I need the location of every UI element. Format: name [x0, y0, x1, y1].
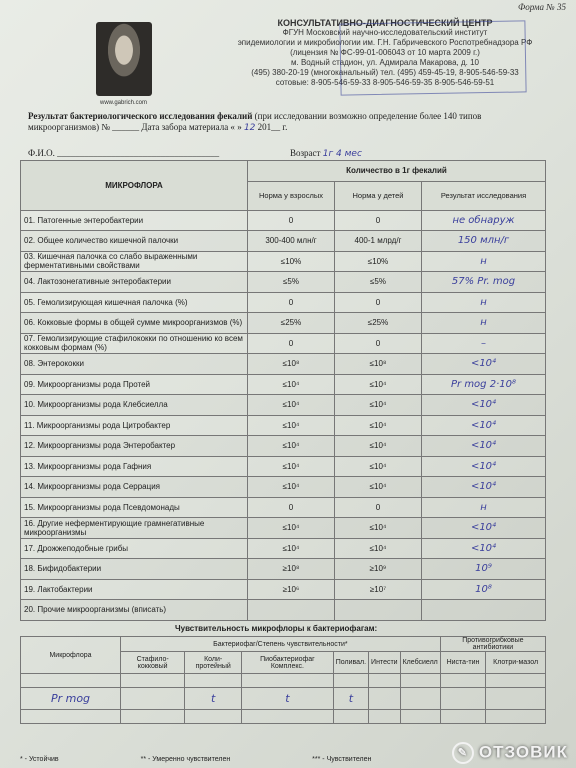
sens-row-v7 [440, 688, 485, 710]
row-result: н [422, 292, 546, 313]
header-line-2: ФГУН Московский научно-исследовательский институт [282, 28, 488, 37]
row-norm-adult: ≤10⁴ [248, 415, 335, 436]
row-norm-adult: ≤10⁴ [248, 456, 335, 477]
row-norm-adult: ≤10⁴ [248, 538, 335, 559]
row-norm-child: ≤10% [335, 251, 422, 272]
col-header-adult: Норма у взрослых [248, 181, 335, 210]
row-organism: 15. Микроорганизмы рода Псевдомонады [21, 497, 248, 518]
table-row [21, 579, 546, 600]
row-norm-child: ≤10⁴ [335, 436, 422, 457]
table-row [21, 231, 546, 252]
table-row [21, 538, 546, 559]
sens-row-v2: t [185, 688, 242, 710]
legend-moderate: ** - Умеренно чувствителен [140, 756, 231, 763]
sens-sub-3: Пиобактериофаг Комплекс. [242, 652, 334, 674]
clinic-stamp [339, 20, 526, 95]
row-norm-adult: ≤10⁴ [248, 518, 335, 539]
row-norm-child [335, 600, 422, 621]
row-norm-adult: ≤10⁴ [248, 395, 335, 416]
row-norm-adult [248, 600, 335, 621]
row-norm-child: 0 [335, 333, 422, 354]
sample-year-suffix: г. [282, 122, 288, 132]
row-norm-adult: ≤5% [248, 272, 335, 293]
row-norm-adult: ≤10⁴ [248, 436, 335, 457]
row-organism: 01. Патогенные энтеробактерии [21, 210, 248, 231]
sens-row [21, 688, 546, 710]
table-row [21, 292, 546, 313]
col-header-result: Результат исследования [422, 181, 546, 210]
header-line-5: м. Водный стадион, ул. Адмирала Макарова, д. 10 [291, 58, 479, 67]
row-organism: 10. Микроорганизмы рода Клебсиелла [21, 395, 248, 416]
microflora-table [20, 160, 546, 621]
patient-age-field [290, 148, 362, 159]
row-norm-child: ≥10⁷ [335, 579, 422, 600]
row-norm-adult: ≤10% [248, 251, 335, 272]
row-norm-child: 0 [335, 210, 422, 231]
patient-name-field: Ф.И.О. ____________________________________ [28, 148, 220, 158]
table-row [21, 415, 546, 436]
col-header-microflora: МИКРОФЛОРА [21, 161, 248, 211]
table-row [21, 272, 546, 293]
table-row [21, 600, 546, 621]
row-norm-child: ≤10⁴ [335, 374, 422, 395]
sens-sub-4: Поливал. [333, 652, 368, 674]
row-organism: 02. Общее количество кишечной палочки [21, 231, 248, 252]
sens-row-v3: t [242, 688, 334, 710]
sample-date-label: Дата забора материала « [141, 122, 235, 132]
row-result: <10⁴ [422, 395, 546, 416]
row-organism: 08. Энтерококки [21, 354, 248, 375]
row-organism: 07. Гемолизирующие стафилококки по отношению ко всем кокковым формам (%) [21, 333, 248, 354]
col-header-quantity: Количество в 1г фекалий [248, 161, 546, 182]
row-result: <10⁴ [422, 354, 546, 375]
table-row [21, 518, 546, 539]
header-line-1: КОНСУЛЬТАТИВНО-ДИАГНОСТИЧЕСКИЙ ЦЕНТР [277, 18, 493, 28]
row-norm-adult: ≤10⁸ [248, 354, 335, 375]
row-result: <10⁴ [422, 436, 546, 457]
header-line-4: (лицензия № ФС-99-01-006043 от 10 марта 2009 г.) [290, 48, 480, 57]
sens-row-v8 [486, 688, 546, 710]
row-organism: 14. Микроорганизмы рода Серрация [21, 477, 248, 498]
row-result: <10⁴ [422, 456, 546, 477]
watermark [452, 742, 568, 764]
row-norm-child: ≤10⁴ [335, 456, 422, 477]
row-result: н [422, 497, 546, 518]
row-organism: 19. Лактобактерии [21, 579, 248, 600]
table-row [21, 477, 546, 498]
sens-sub-6: Клебсиелл [400, 652, 440, 674]
sensitivity-title: Чувствительность микрофлоры к бактериофагам: [175, 624, 378, 633]
row-organism: 09. Микроорганизмы рода Протей [21, 374, 248, 395]
row-result: <10⁴ [422, 518, 546, 539]
row-result: <10⁴ [422, 415, 546, 436]
row-norm-child: ≤5% [335, 272, 422, 293]
header-line-3: эпидемиологии и микробиологии им. Г.Н. Габричевского Роспотребнадзора РФ [237, 38, 533, 47]
sens-row-v6 [400, 688, 440, 710]
row-norm-adult: ≤10⁴ [248, 477, 335, 498]
table-row [21, 210, 546, 231]
table-row [21, 313, 546, 334]
row-organism: 18. Бифидобактерии [21, 559, 248, 580]
table-row [21, 374, 546, 395]
sens-sub-8: Клотри-мазол [486, 652, 546, 674]
patient-name-label: Ф.И.О. [28, 148, 55, 158]
row-organism: 04. Лактозонегативные энтеробактерии [21, 272, 248, 293]
legend-resistant: * - Устойчив [20, 756, 59, 763]
row-organism: 11. Микроорганизмы рода Цитробактер [21, 415, 248, 436]
row-norm-child: ≤10⁸ [335, 354, 422, 375]
row-norm-child: ≤10⁴ [335, 477, 422, 498]
table-row [21, 251, 546, 272]
sens-row-v5 [369, 688, 401, 710]
row-organism: 17. Дрожжеподобные грибы [21, 538, 248, 559]
report-title-bold: Результат бактериологического исследования фекалий [28, 111, 253, 121]
row-organism: 12. Микроорганизмы рода Энтеробактер [21, 436, 248, 457]
sens-col-antibiotics: Противогрибковые антибиотики [440, 637, 545, 652]
sens-row-v1 [121, 688, 185, 710]
sample-month: 12 [243, 123, 256, 133]
row-result: 10⁹ [422, 559, 546, 580]
sample-year-prefix: 201 [257, 122, 272, 132]
sens-sub-1: Стафило-кокковый [121, 652, 185, 674]
sens-sub-5: Интести [369, 652, 401, 674]
table-row [21, 436, 546, 457]
row-norm-child: 0 [335, 292, 422, 313]
row-result: 10⁸ [422, 579, 546, 600]
row-result: Pr mog 2·10⁸ [422, 374, 546, 395]
row-norm-child: ≤10⁴ [335, 415, 422, 436]
table-row [21, 333, 546, 354]
watermark-logo-icon: ✎ [452, 742, 474, 764]
row-norm-adult: ≥10⁶ [248, 579, 335, 600]
report-title-rest: (при исследовании возможно определение более 140 типов микроорганизмов) № [28, 111, 482, 132]
row-result: 57% Pr. mog [422, 272, 546, 293]
legend-sensitive: *** - Чувствителен [312, 756, 372, 763]
sensitivity-legend [20, 756, 451, 763]
portrait-photo [96, 22, 152, 96]
sens-col-phage: Бактериофаг/Степень чувствительности* [121, 637, 441, 652]
report-title: Результат бактериологического исследования фекалий (при исследовании возможно определение более 140 типов микроорганизмов) № ______ Дата забора материала « » 12 201__ г. [28, 111, 482, 133]
row-result: н [422, 313, 546, 334]
table-row [21, 456, 546, 477]
row-result: не обнаруж [422, 210, 546, 231]
table-row [21, 395, 546, 416]
row-result: – [422, 333, 546, 354]
row-norm-adult: 0 [248, 333, 335, 354]
row-result: <10⁴ [422, 477, 546, 498]
row-result: <10⁴ [422, 538, 546, 559]
table-row [21, 559, 546, 580]
row-norm-adult: ≤25% [248, 313, 335, 334]
watermark-text: ОТЗОВИК [478, 742, 568, 762]
sensitivity-table [20, 636, 546, 724]
row-norm-child: ≤25% [335, 313, 422, 334]
form-number: Форма № 35 [517, 2, 566, 12]
row-norm-adult: 0 [248, 497, 335, 518]
row-result: 150 млн/г [422, 231, 546, 252]
row-norm-adult: ≥10⁸ [248, 559, 335, 580]
sens-row-micro: Pr mog [21, 688, 121, 710]
row-norm-child: 400-1 млрд/г [335, 231, 422, 252]
row-norm-adult: 0 [248, 292, 335, 313]
portrait-caption: www.gabrich.com [100, 100, 148, 106]
header-line-6: (495) 380-20-19 (многоканальный) тел. (495) 459-45-19, 8-905-546-59-33 [251, 68, 519, 77]
row-organism: 20. Прочие микроорганизмы (вписать) [21, 600, 248, 621]
patient-age-label: Возраст [290, 148, 321, 158]
row-norm-child: 0 [335, 497, 422, 518]
row-norm-child: ≤10⁴ [335, 518, 422, 539]
row-organism: 05. Гемолизирующая кишечная палочка (%) [21, 292, 248, 313]
table-row [21, 354, 546, 375]
row-organism: 06. Кокковые формы в общей сумме микроорганизмов (%) [21, 313, 248, 334]
sens-sub-2: Коли-протейный [185, 652, 242, 674]
sens-col-microflora: Микрофлора [21, 637, 121, 674]
row-norm-adult: ≤10⁴ [248, 374, 335, 395]
row-organism: 13. Микроорганизмы рода Гафния [21, 456, 248, 477]
sens-row-v4: t [333, 688, 368, 710]
sens-sub-7: Ниста-тин [440, 652, 485, 674]
header-line-7: сотовые: 8-905-546-59-33 8-905-546-59-35 8-905-546-59-51 [275, 78, 495, 87]
row-norm-child: ≤10⁴ [335, 538, 422, 559]
row-result: н [422, 251, 546, 272]
row-norm-child: ≤10⁴ [335, 395, 422, 416]
col-header-child: Норма у детей [335, 181, 422, 210]
row-norm-adult: 0 [248, 210, 335, 231]
row-result [422, 600, 546, 621]
row-norm-adult: 300-400 млн/г [248, 231, 335, 252]
patient-age-value: 1г 4 мес [322, 149, 362, 159]
row-norm-child: ≥10⁹ [335, 559, 422, 580]
row-organism: 16. Другие неферментирующие грамнегативные микроорганизмы [21, 518, 248, 539]
row-organism: 03. Кишечная палочка со слабо выраженными ферментативными свойствами [21, 251, 248, 272]
table-row [21, 497, 546, 518]
